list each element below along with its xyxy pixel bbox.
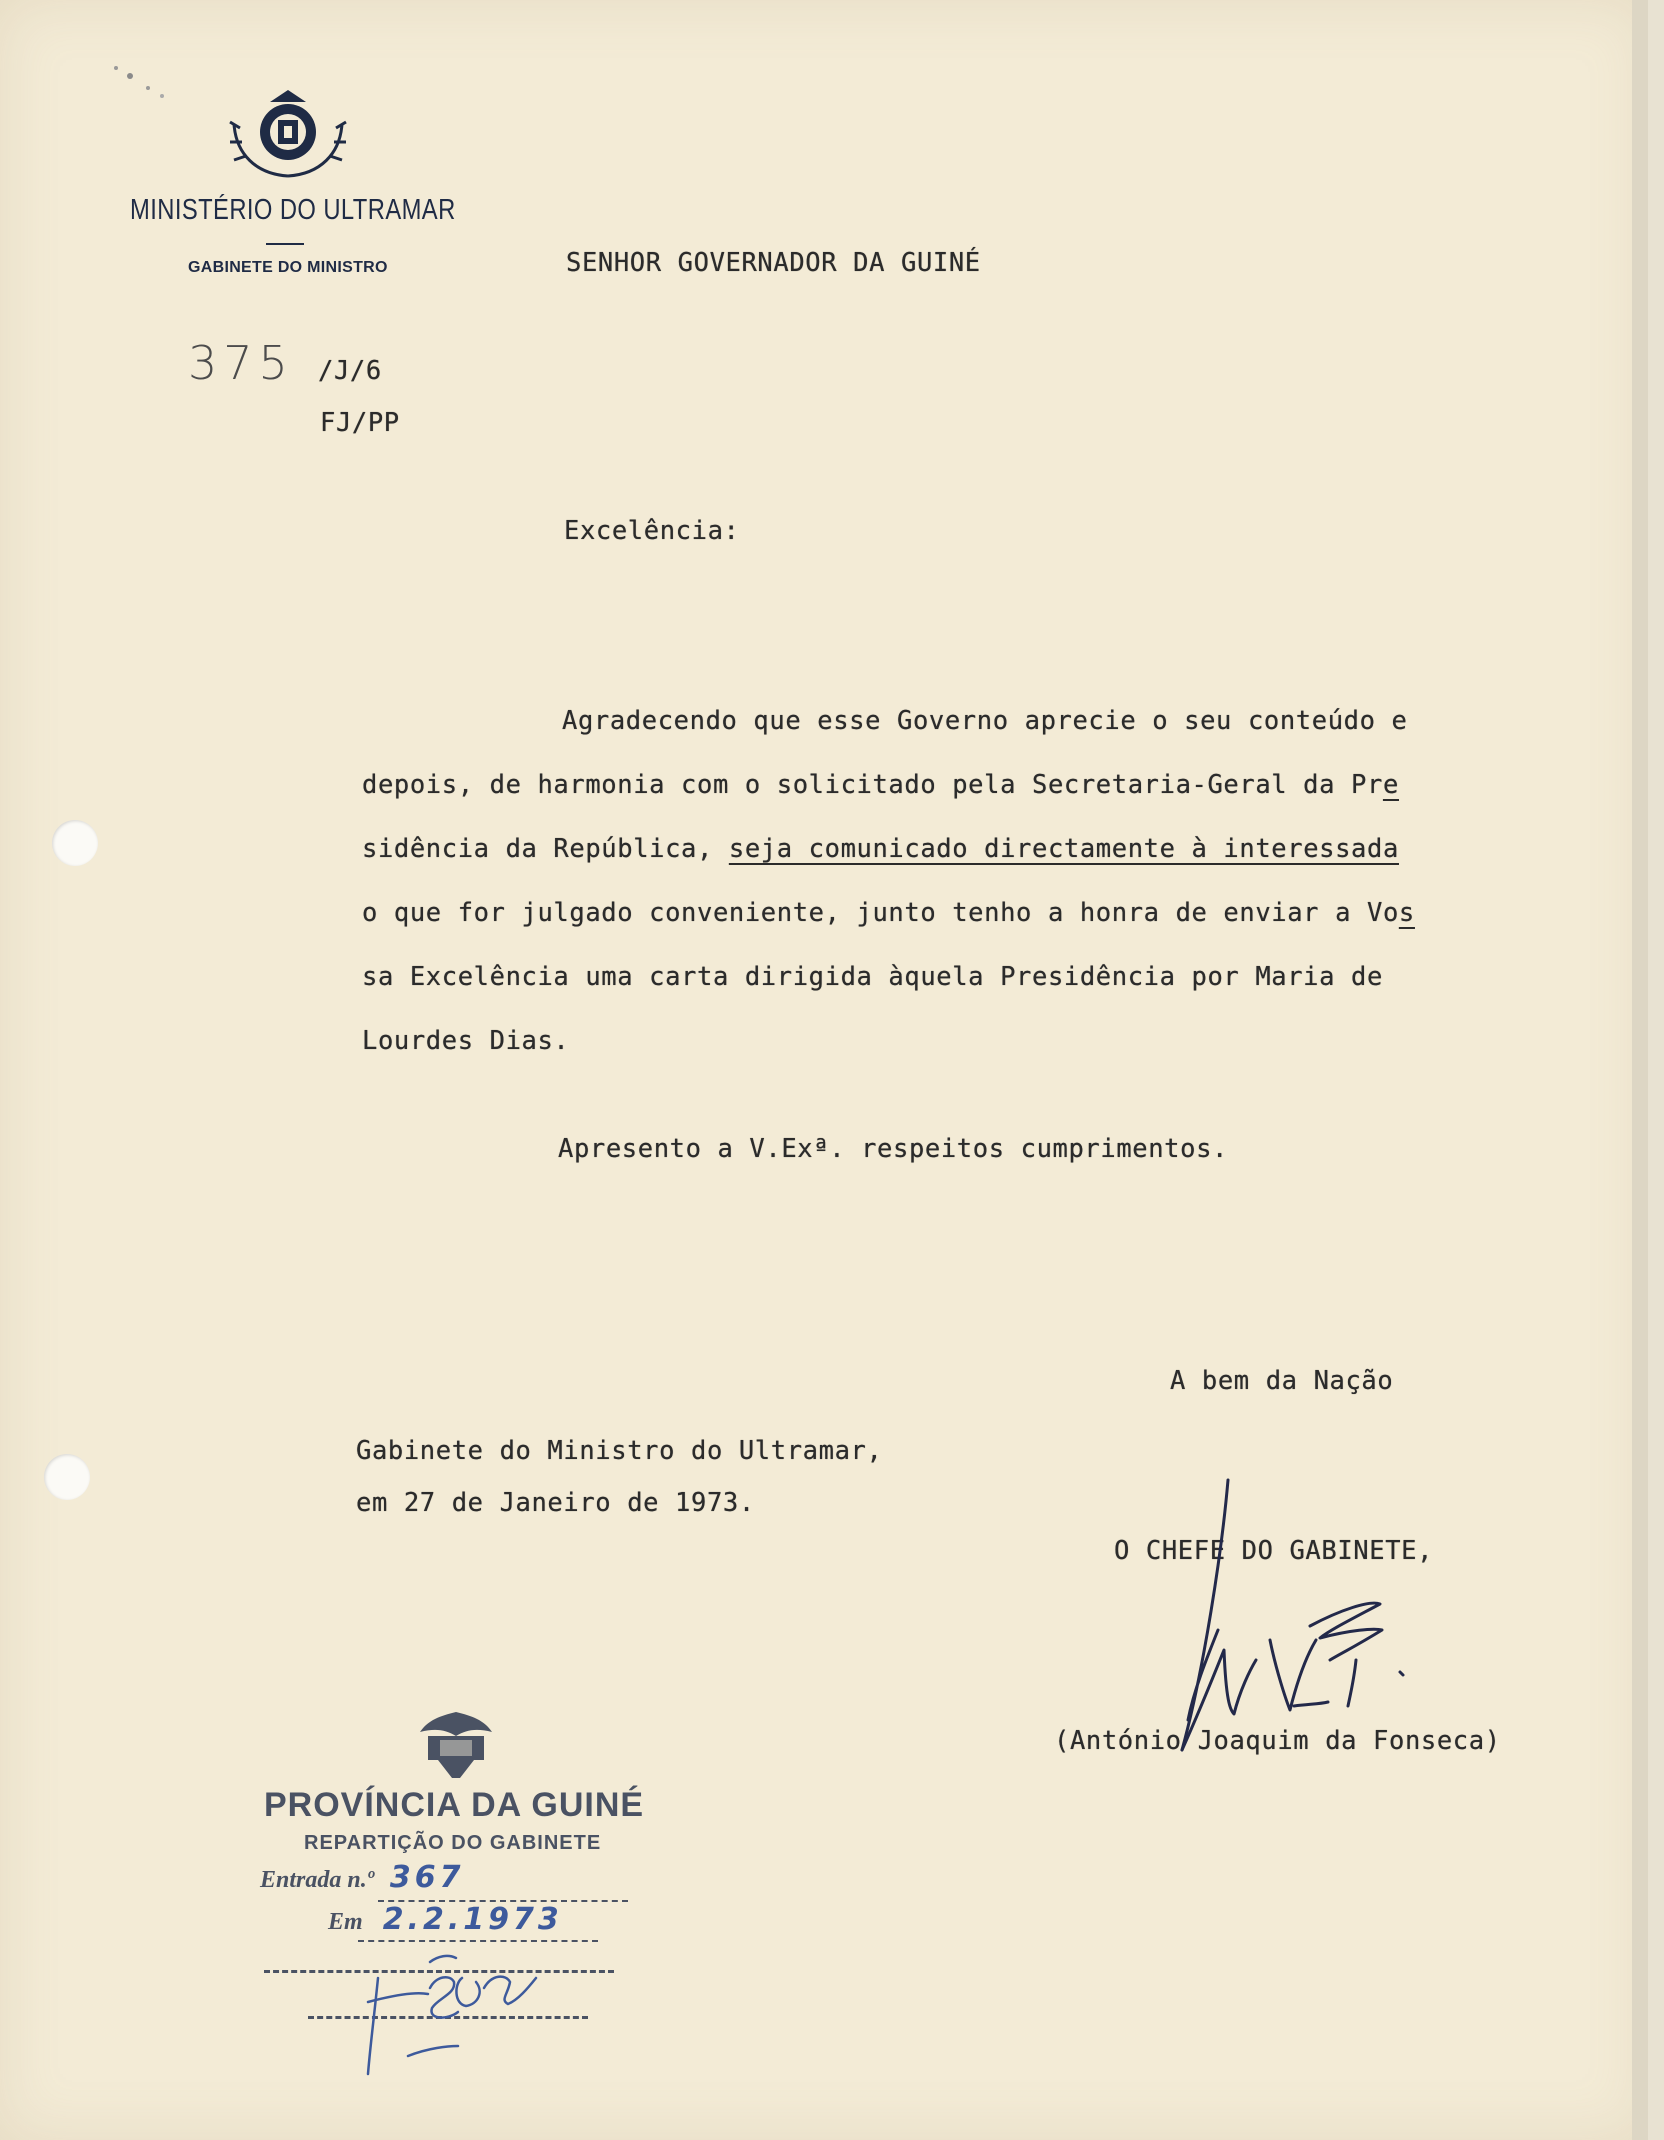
reference-initials: FJ/PP (320, 408, 400, 438)
cabinet-name: GABINETE DO MINISTRO (188, 259, 388, 276)
handwritten-signature (1160, 1470, 1460, 1810)
coat-of-arms-emblem (226, 84, 350, 184)
body-line: depois, de harmonia com o solicitado pela Secretaria-Geral da Pre (362, 770, 1399, 800)
stamp-rule (358, 1940, 598, 1942)
paper-stain (110, 66, 200, 126)
salutation: Excelência: (564, 516, 740, 546)
letterhead-divider (266, 243, 304, 245)
reference-suffix: /J/6 (318, 356, 382, 386)
punch-hole (44, 1454, 90, 1500)
place-line: Gabinete do Ministro do Ultramar, (356, 1436, 883, 1466)
stamp-entry-line: Entrada n.º 367 (260, 1860, 465, 1895)
stamp-subtitle: REPARTIÇÃO DO GABINETE (304, 1832, 602, 1854)
addressee: SENHOR GOVERNADOR DA GUINÉ (566, 248, 981, 278)
signatory-name: (António Joaquim da Fonseca) (1054, 1726, 1501, 1756)
ministry-name: MINISTÉRIO DO ULTRAMAR (130, 194, 456, 226)
office-stamp (258, 1700, 658, 2080)
paper-edge (1632, 0, 1648, 2140)
body-line: o que for julgado conveniente, junto tenho a honra de enviar a Vos (362, 898, 1415, 928)
valediction: A bem da Nação (1170, 1366, 1394, 1396)
stamp-date-line: Em 2.2.1973 (328, 1902, 563, 1937)
underlined-phrase: seja comunicado directamente à interessada (728, 834, 1399, 864)
signatory-title: O CHEFE DO GABINETE, (1114, 1536, 1434, 1566)
closing-line: Apresento a V.Exª. respeitos cumprimentos. (558, 1134, 1228, 1164)
body-line: Agradecendo que esse Governo aprecie o seu conteúdo e (562, 706, 1408, 736)
reference-number: 375 (188, 336, 294, 390)
body-line: sa Excelência uma carta dirigida àquela Presidência por Maria de (362, 962, 1383, 992)
date-line: em 27 de Janeiro de 1973. (356, 1488, 755, 1518)
stamp-date-value: 2.2.1973 (382, 1902, 563, 1937)
body-line: sidência da República, seja comunicado directamente à interessada (362, 834, 1399, 864)
stamp-title: PROVÍNCIA DA GUINÉ (264, 1786, 645, 1824)
body-line: Lourdes Dias. (362, 1026, 570, 1056)
punch-hole (52, 820, 98, 866)
stamp-handwritten-initials (358, 1948, 578, 2078)
stamp-entry-number: 367 (389, 1860, 465, 1895)
stamp-crest-emblem (406, 1708, 506, 1784)
